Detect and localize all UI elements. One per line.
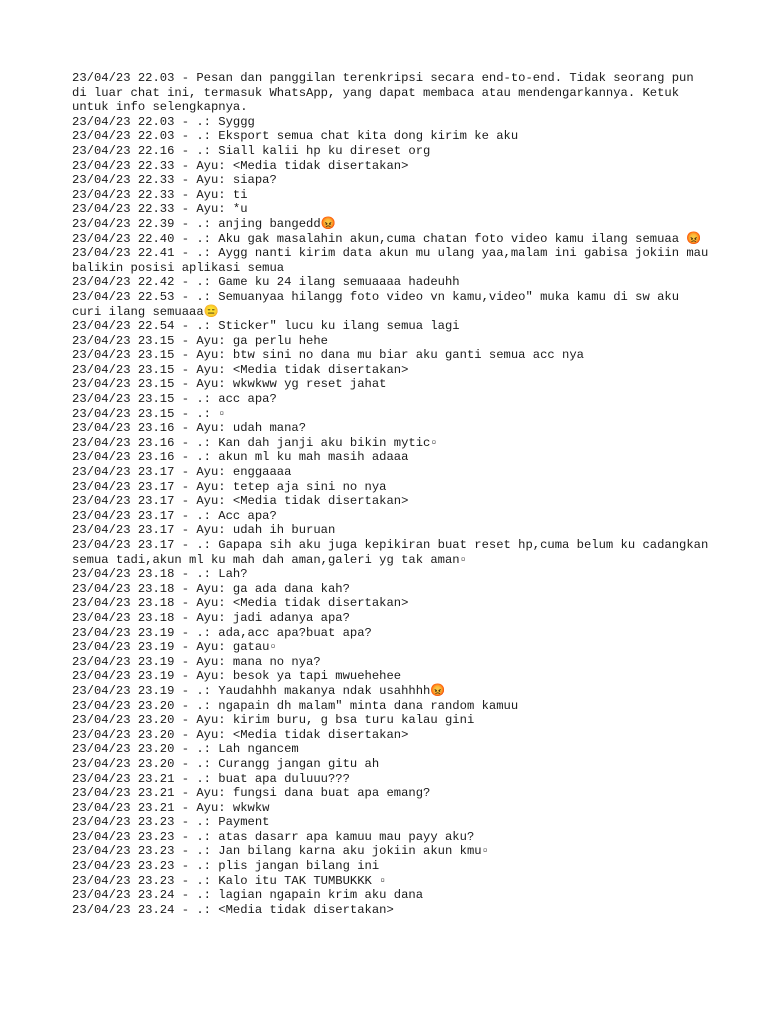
chat-message-line: 23/04/23 23.19 - Ayu: besok ya tapi mwuehehee (72, 669, 402, 684)
chat-message-line: 23/04/23 23.18 - Ayu: jadi adanya apa? (72, 610, 350, 625)
chat-message-line: 23/04/23 23.19 - Ayu: mana no nya? (72, 654, 321, 669)
chat-message-line: 23/04/23 23.20 - .: Lah ngancem (72, 742, 299, 757)
chat-message-line: 23/04/23 22.03 - .: Eksport semua chat kita dong kirim ke aku (72, 129, 519, 144)
chat-message-line: 23/04/23 23.21 - .: buat apa duluuu??? (72, 771, 350, 786)
chat-message-line: 23/04/23 23.19 - .: Yaudahhh makanya ndak usahhhh😡 (72, 683, 446, 698)
system-notice-line: 23/04/23 22.03 - Pesan dan panggilan terenkripsi secara end-to-end. Tidak seorang pun di luar chat ini, termasuk WhatsApp, yang dapat membaca atau mendengarkannya. Ketuk untuk info selengkapnya. (72, 71, 701, 115)
chat-message-line: 23/04/23 22.03 - .: Syggg (72, 114, 255, 129)
chat-message-line: 23/04/23 23.23 - .: Payment (72, 815, 270, 830)
chat-message-line: 23/04/23 23.19 - .: ada,acc apa?buat apa? (72, 625, 372, 640)
chat-message-line: 23/04/23 23.15 - Ayu: btw sini no dana mu biar aku ganti semua acc nya (72, 348, 584, 363)
chat-message-line: 23/04/23 23.18 - .: Lah? (72, 567, 248, 582)
chat-message-line: 23/04/23 22.40 - .: Aku gak masalahin akun,cuma chatan foto video kamu ilang semuaa 😡 (72, 231, 702, 246)
chat-message-line: 23/04/23 23.17 - Ayu: udah ih buruan (72, 523, 336, 538)
chat-message-line: 23/04/23 23.15 - Ayu: wkwkww yg reset jahat (72, 377, 387, 392)
chat-message-line: 23/04/23 23.17 - Ayu: tetep aja sini no nya (72, 479, 387, 494)
chat-message-line: 23/04/23 23.23 - .: Kalo itu TAK TUMBUKKK ▫ (72, 873, 387, 888)
chat-message-line: 23/04/23 23.17 - .: Acc apa? (72, 508, 277, 523)
chat-message-line: 23/04/23 23.15 - Ayu: ga perlu hehe (72, 333, 328, 348)
chat-message-line: 23/04/23 23.15 - .: acc apa? (72, 392, 277, 407)
chat-message-line: 23/04/23 22.33 - Ayu: <Media tidak disertakan> (72, 158, 409, 173)
chat-message-line: 23/04/23 23.19 - Ayu: gatau▫ (72, 640, 277, 655)
chat-message-line: 23/04/23 23.20 - .: Curangg jangan gitu ah (72, 756, 380, 771)
chat-message-line: 23/04/23 22.33 - Ayu: siapa? (72, 173, 277, 188)
chat-message-line: 23/04/23 23.23 - .: Jan bilang karna aku jokiin akun kmu▫ (72, 844, 489, 859)
chat-message-line: 23/04/23 22.53 - .: Semuanyaa hilangg foto video vn kamu,video" muka kamu di sw aku curi ilang semuaaa😑 (72, 289, 687, 319)
chat-message-line: 23/04/23 23.20 - Ayu: kirim buru, g bsa turu kalau gini (72, 713, 475, 728)
chat-export-log (72, 71, 716, 917)
chat-message-line: 23/04/23 23.15 - Ayu: <Media tidak disertakan> (72, 362, 409, 377)
chat-message-line: 23/04/23 23.23 - .: atas dasarr apa kamuu mau payy aku? (72, 829, 475, 844)
chat-message-line: 23/04/23 23.15 - .: ▫ (72, 406, 226, 421)
chat-message-line: 23/04/23 23.21 - Ayu: fungsi dana buat apa emang? (72, 786, 431, 801)
chat-message-line: 23/04/23 22.42 - .: Game ku 24 ilang semuaaaa hadeuhh (72, 275, 460, 290)
chat-message-line: 23/04/23 23.24 - .: <Media tidak disertakan> (72, 902, 394, 917)
chat-message-line: 23/04/23 23.17 - Ayu: enggaaaa (72, 465, 292, 480)
chat-message-line: 23/04/23 23.24 - .: lagian ngapain krim aku dana (72, 888, 424, 903)
chat-message-line: 23/04/23 23.18 - Ayu: ga ada dana kah? (72, 581, 350, 596)
chat-message-line: 23/04/23 23.17 - Ayu: <Media tidak disertakan> (72, 494, 409, 509)
chat-message-line: 23/04/23 23.20 - .: ngapain dh malam" minta dana random kamuu (72, 698, 519, 713)
chat-message-line: 23/04/23 23.16 - .: akun ml ku mah masih adaaa (72, 450, 409, 465)
chat-message-line: 23/04/23 23.16 - Ayu: udah mana? (72, 421, 307, 436)
chat-message-line: 23/04/23 23.23 - .: plis jangan bilang ini (72, 859, 380, 874)
chat-message-line: 23/04/23 22.33 - Ayu: ti (72, 187, 248, 202)
chat-message-line: 23/04/23 22.16 - .: Siall kalii hp ku direset org (72, 143, 431, 158)
chat-message-line: 23/04/23 22.39 - .: anjing bangedd😡 (72, 216, 336, 231)
chat-message-line: 23/04/23 22.33 - Ayu: *u (72, 202, 248, 217)
chat-message-line: 23/04/23 23.18 - Ayu: <Media tidak disertakan> (72, 596, 409, 611)
chat-message-line: 23/04/23 22.54 - .: Sticker" lucu ku ilang semua lagi (72, 319, 460, 334)
chat-message-line: 23/04/23 23.17 - .: Gapapa sih aku juga kepikiran buat reset hp,cuma belum ku cadangkan semua tadi,akun ml ku mah dah aman,galeri yg tak aman▫ (72, 538, 716, 567)
chat-message-line: 23/04/23 23.16 - .: Kan dah janji aku bikin mytic▫ (72, 435, 438, 450)
chat-message-line: 23/04/23 23.21 - Ayu: wkwkw (72, 800, 270, 815)
chat-message-line: 23/04/23 22.41 - .: Aygg nanti kirim data akun mu ulang yaa,malam ini gabisa jokiin mau balikin posisi aplikasi semua (72, 246, 716, 275)
chat-message-line: 23/04/23 23.20 - Ayu: <Media tidak disertakan> (72, 727, 409, 742)
